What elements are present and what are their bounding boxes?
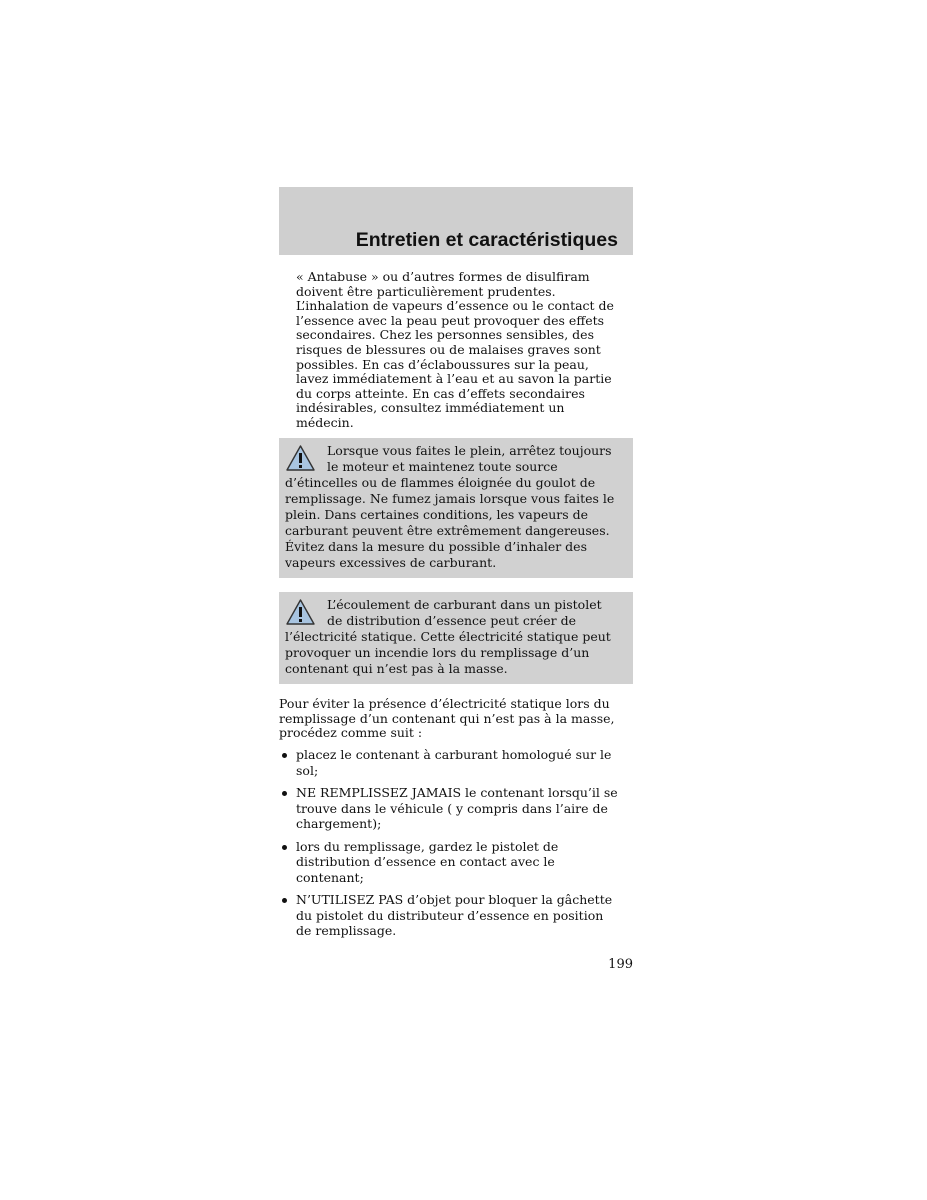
list-item-text: lors du remplissage, gardez le pistolet de distribution d’essence en contact avec le contenant; [296,838,559,885]
bullet-icon [282,791,287,796]
section-title: Entretien et caractéristiques [355,229,618,251]
warning-text [285,597,631,677]
list-item-text: placez le contenant à carburant homologué sur le sol; [296,747,612,778]
section-header [279,187,633,255]
list-item [279,785,633,832]
list-item [279,747,633,778]
list-item-text: N’UTILISEZ PAS d’objet pour bloquer la gâchette du pistolet du distributeur d’essence en position de remplissage. [296,892,613,938]
bullet-icon [282,898,287,903]
warning-body-text: l’électricité statique. Cette électricité statique peut provoquer un incendie lors du remplissage d’un contenant qui n’est pas à la masse. [285,629,611,676]
list-item [279,892,633,939]
list-item [279,839,633,886]
warning-lead-text: L’écoulement de carburant dans un pistolet de distribution d’essence peut créer de [327,597,602,628]
intro-paragraph: « Antabuse » ou d’autres formes de disulfiram doivent être particulièrement prudentes. L’inhalation de vapeurs d’essence ou le contact de l’essence avec la peau peut provoquer des effets secondaires. Chez les personnes sensibles, des risques de blessures ou de malaises graves sont possibles. En cas d’éclaboussures sur la peau, lavez immédiatement à l’eau et au savon la partie du corps atteinte. En cas d’effets secondaires indésirables, consultez immédiatement un médecin. [296,269,614,430]
warning-body-text: d’étincelles ou de flammes éloignée du goulot de remplissage. Ne fumez jamais lorsque vous faites le plein. Dans certaines conditions, les vapeurs de carburant peuvent être extrêmement dangereuses. Évitez dans la mesure du possible d’inhaler des vapeurs excessives de carburant. [285,475,615,570]
warning-box-static [279,592,633,684]
list-item-text: NE REMPLISSEZ JAMAIS le contenant lorsqu’il se trouve dans le véhicule ( y compris dans l’aire de chargement); [296,785,618,831]
static-electricity-paragraph: Pour éviter la présence d’électricité statique lors du remplissage d’un contenant qui n’est pas à la masse, procédez comme suit : [279,696,615,741]
page-number: 199 [608,957,633,972]
warning-lead-text: Lorsque vous faites le plein, arrêtez toujours le moteur et maintenez toute source [327,443,612,474]
warning-box-refueling [279,438,633,578]
bullet-icon [282,753,287,758]
bullet-icon [282,845,287,850]
warning-text [285,443,631,571]
procedure-list [279,747,633,946]
